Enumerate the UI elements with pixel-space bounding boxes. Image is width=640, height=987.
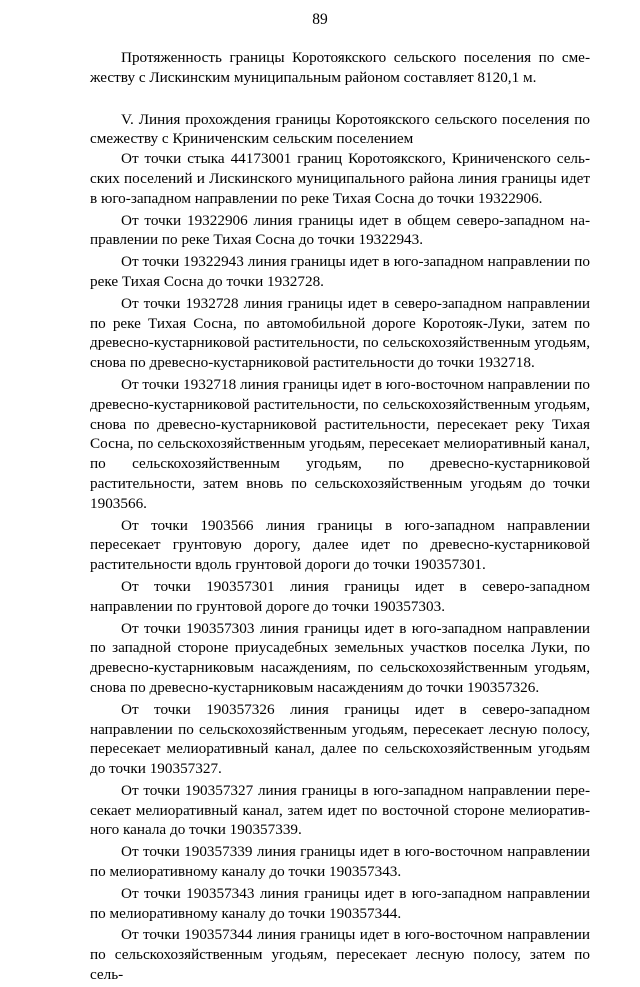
body-paragraph: От точки 190357327 линия границы в юго-западном направлении пересекает мелиоративный канал, затем идет по восточной стороне мелиоративного канала до точки 190357339. — [90, 781, 590, 839]
body-paragraph: От точки 1903566 линия границы в юго-западном направлении пересекает грунтовую дорогу, далее идет по древесно-кустарниковой растительности вдоль грунтовой дороги до точки 190357301. — [90, 516, 590, 574]
intro-paragraph: Протяженность границы Коротоякского сельского поселения по смежеству с Лискинским муниципальным районом составляет 8120,1 м. — [90, 49, 590, 86]
body-paragraph: От точки 19322906 линия границы идет в общем северо-западном направлении по реке Тихая Сосна до точки 19322943. — [90, 211, 590, 249]
body-paragraph: От точки 19322943 линия границы идет в юго-западном направлении по реке Тихая Сосна до точки 1932728. — [90, 253, 590, 290]
body-paragraph: От точки 190357344 линия границы идет в юго-восточном направлении по сельскохозяйственным угодьям, пересекает лесную полосу, затем по сель- — [90, 926, 590, 984]
page-number: 89 — [312, 11, 328, 28]
body-paragraph: От точки 190357326 линия границы идет в северо-западном направлении по сельскохозяйственным угодьям, пересекает лесную полосу, пересекает мелиоративный канал, далее по сельскохозяйственным угодьям до точки 190357327. — [90, 700, 590, 778]
section-heading: V. Линия прохождения границы Коротоякского сельского поселения по смежеству с Криниченским сельским поселением — [90, 110, 590, 148]
body-paragraph: От точки 190357301 линия границы идет в северо-западном направлении по грунтовой дороге до точки 190357303. — [90, 577, 590, 615]
body-paragraph: От точки 1932718 линия границы идет в юго-восточном направлении по древесно-кустарниковой растительности, по сельскохозяйственным угодьям, снова по древесно-кустарниковой растительности, пересекает реку Тихая Сосна, по сельскохозяйственным угодьям, пересекает мелиоративный канал, по сельскохозяйственным угодьям, по древесно-кустарниковой растительности, затем вновь по сельскохозяйственным угодьям до точки 1903566. — [90, 375, 590, 512]
document-body — [90, 48, 590, 987]
body-paragraph: От точки 190357343 линия границы идет в юго-западном направлении по мелиоративному каналу до точки 190357344. — [90, 884, 590, 922]
body-paragraph: От точки 1932728 линия границы идет в северо-западном направлении по реке Тихая Сосна, по автомобильной дороге Коротояк-Луки, затем по древесно-кустарниковой растительности, по сельскохозяйственным угодьям, снова по древесно-кустарниковой растительности до точки 1932718. — [90, 294, 590, 372]
body-paragraph: От точки стыка 44173001 границ Коротоякского, Криниченского сельских поселений и Лискинского муниципального района линия границы идет в юго-западном направлении по реке Тихая Сосна до точки 19322906. — [90, 150, 590, 207]
body-paragraph: От точки 190357303 линия границы идет в юго-западном направлении по западной стороне приусадебных земельных участков поселка Луки, по древесно-кустарниковым насаждениям, по сельскохозяйственным угодьям, снова по древесно-кустарниковым насаждениям до точки 190357326. — [90, 619, 590, 696]
body-paragraph: От точки 190357339 линия границы идет в юго-восточном направлении по мелиоративному каналу до точки 190357343. — [90, 843, 590, 881]
